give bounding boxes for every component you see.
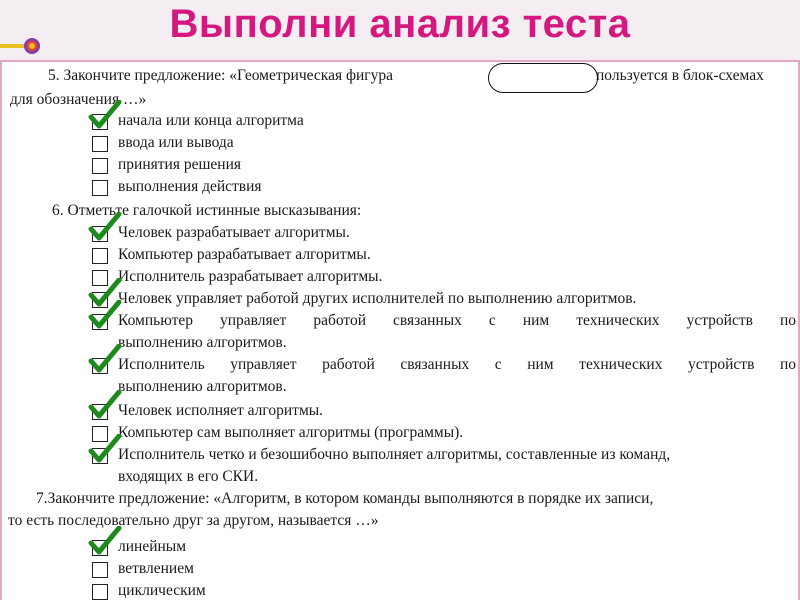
q6-option-6: Человек исполняет алгоритмы.: [118, 402, 324, 419]
frame-top-line: [0, 60, 800, 62]
q5-line2: для обозначения …»: [10, 91, 147, 108]
q5-option-0: начала или конца алгоритма: [118, 112, 304, 129]
q6-option-4-line1: Компьютер управляет работой связанных с ним технических устройств по: [118, 312, 796, 329]
q6-check-icon-4: [88, 300, 122, 330]
q5-option-3: выполнения действия: [118, 178, 262, 195]
q5-line1-a: 5. Закончите предложение: «Геометрическая фигура: [48, 67, 394, 84]
q5-line1-b: пользуется в блок-схемах: [596, 67, 764, 84]
q6-check-icon-6: [88, 390, 122, 420]
q6-checkbox-1[interactable]: [92, 248, 108, 264]
q6-check-icon-0: [88, 212, 122, 242]
q7-checkbox-2[interactable]: [92, 584, 108, 600]
q7-option-1: ветвлением: [118, 560, 194, 577]
q7-line1: 7.Закончите предложение: «Алгоритм, в котором команды выполняются в порядке их записи,: [36, 490, 654, 507]
q5-checkbox-2[interactable]: [92, 158, 108, 174]
q6-option-5-line1: Исполнитель управляет работой связанных с ним технических устройств по: [118, 356, 796, 373]
q6-option-7: Компьютер сам выполняет алгоритмы (программы).: [118, 424, 464, 441]
q6-option-4-line2: выполнению алгоритмов.: [118, 334, 287, 351]
q6-title: 6. Отметьте галочкой истинные высказывания:: [52, 202, 362, 219]
terminal-shape-icon: [488, 63, 598, 93]
pen-icon: [0, 36, 44, 56]
q7-check-icon-0: [88, 526, 122, 556]
q7-line2: то есть последовательно друг за другом, называется …»: [8, 512, 379, 529]
q6-option-5-line2: выполнению алгоритмов.: [118, 378, 287, 395]
q6-option-2: Исполнитель разрабатывает алгоритмы.: [118, 268, 383, 285]
q7-option-2: циклическим: [118, 582, 206, 599]
q6-option-8-line2: входящих в его СКИ.: [118, 468, 259, 485]
q7-checkbox-1[interactable]: [92, 562, 108, 578]
q6-check-icon-8: [88, 434, 122, 464]
q6-option-8-line1: Исполнитель четко и безошибочно выполняет алгоритмы, составленные из команд,: [118, 446, 671, 463]
slide-header: [0, 0, 800, 62]
q5-check-icon-0: [88, 100, 122, 130]
slide-title: Выполни анализ теста: [169, 2, 631, 46]
q7-option-0: линейным: [118, 538, 187, 555]
q5-checkbox-1[interactable]: [92, 136, 108, 152]
frame-left-line: [0, 60, 2, 600]
q5-option-1: ввода или вывода: [118, 134, 234, 151]
q5-option-2: принятия решения: [118, 156, 242, 173]
q6-option-0: Человек разрабатывает алгоритмы.: [118, 224, 350, 241]
q5-checkbox-3[interactable]: [92, 180, 108, 196]
q6-check-icon-5: [88, 344, 122, 374]
q6-option-1: Компьютер разрабатывает алгоритмы.: [118, 246, 371, 263]
q6-option-3: Человек управляет работой других исполнителей по выполнению алгоритмов.: [118, 290, 637, 307]
